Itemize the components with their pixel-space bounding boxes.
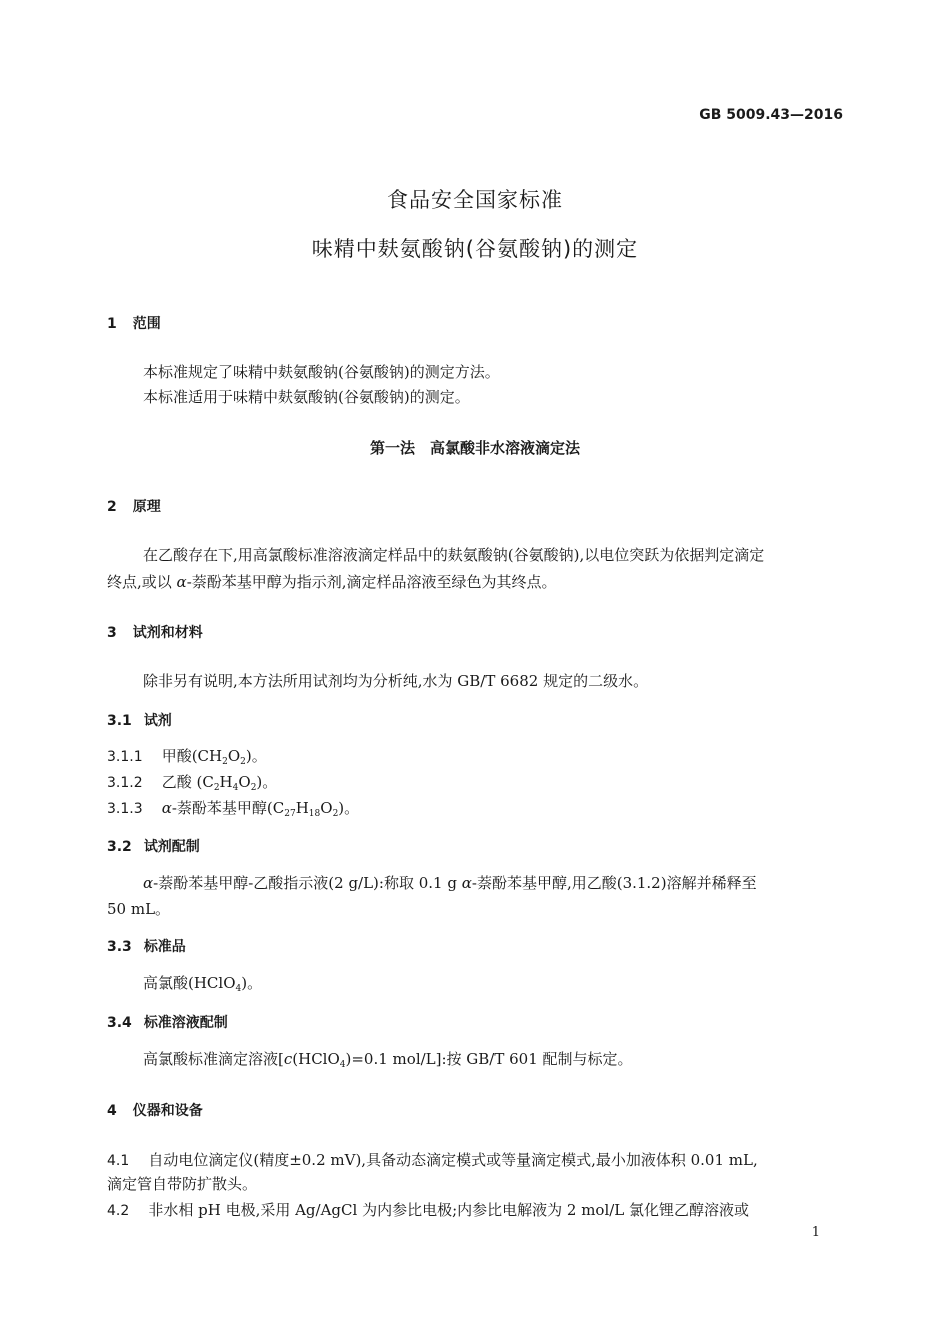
section-3-4-heading: 3.4 标准溶液配制 <box>107 1015 228 1031</box>
standard-number: GB 5009.43—2016 <box>699 107 843 123</box>
section-3-3-heading: 3.3 标准品 <box>107 939 186 955</box>
section-3-2-heading: 3.2 试剂配制 <box>107 839 200 855</box>
section-3-paragraph: 除非另有说明,本方法所用试剂均为分析纯,水为 GB/T 6682 规定的二级水。 <box>143 672 649 690</box>
page-number: 1 <box>811 1225 820 1240</box>
section-2-line-2: 终点,或以 α-萘酚苯基甲醇为指示剂,滴定样品溶液至绿色为其终点。 <box>107 573 557 591</box>
method-heading: 第一法 高氯酸非水溶液滴定法 <box>369 439 580 457</box>
section-1-paragraph-2: 本标准适用于味精中麸氨酸钠(谷氨酸钠)的测定。 <box>143 388 470 406</box>
section-3-3-text: 高氯酸(HClO$_4$)。 <box>143 974 263 994</box>
section-3-heading: 3 试剂和材料 <box>107 625 203 641</box>
section-3-2-line-1: α-萘酚苯基甲醇-乙酸指示液(2 g/L):称取 0.1 g α-萘酚苯基甲醇,用乙酸(3.1.2)溶解并稀释至 <box>143 874 757 892</box>
item-4-2-line-1: 4.2 非水相 pH 电极,采用 Ag/AgCl 为内参比电极;内参比电解液为 2 mol/L 氯化锂乙醇溶液或 <box>107 1201 750 1219</box>
section-3-4-text: 高氯酸标准滴定溶液[c(HClO$_4$)=0.1 mol/L]:按 GB/T 601 配制与标定。 <box>143 1050 633 1070</box>
page-subtitle: 味精中麸氨酸钠(谷氨酸钠)的测定 <box>311 237 639 261</box>
section-2-line-1: 在乙酸存在下,用高氯酸标准溶液滴定样品中的麸氨酸钠(谷氨酸钠),以电位突跃为依据判定滴定 <box>143 546 765 564</box>
section-4-heading: 4 仪器和设备 <box>107 1103 203 1119</box>
section-2-heading: 2 原理 <box>107 499 161 515</box>
section-3-1-heading: 3.1 试剂 <box>107 713 172 729</box>
section-1-heading: 1 范围 <box>107 316 161 332</box>
item-3-1-2: 3.1.2 乙酸 $(C_2H_4O_2)$。 <box>107 773 278 793</box>
section-1-paragraph-1: 本标准规定了味精中麸氨酸钠(谷氨酸钠)的测定方法。 <box>143 363 500 381</box>
item-4-1-line-1: 4.1 自动电位滴定仪(精度±0.2 mV),具备动态滴定模式或等量滴定模式,最小加液体积 0.01 mL, <box>107 1151 758 1169</box>
page-title: 食品安全国家标准 <box>387 188 563 212</box>
section-3-2-line-2: 50 mL。 <box>107 900 171 918</box>
item-3-1-3: 3.1.3 α-萘酚苯基甲醇$(C_{27}H_{18}O_2)$。 <box>107 799 360 819</box>
item-4-1-line-2: 滴定管自带防扩散头。 <box>107 1175 258 1193</box>
item-3-1-1: 3.1.1 甲酸$(CH_2O_2)$。 <box>107 747 267 767</box>
